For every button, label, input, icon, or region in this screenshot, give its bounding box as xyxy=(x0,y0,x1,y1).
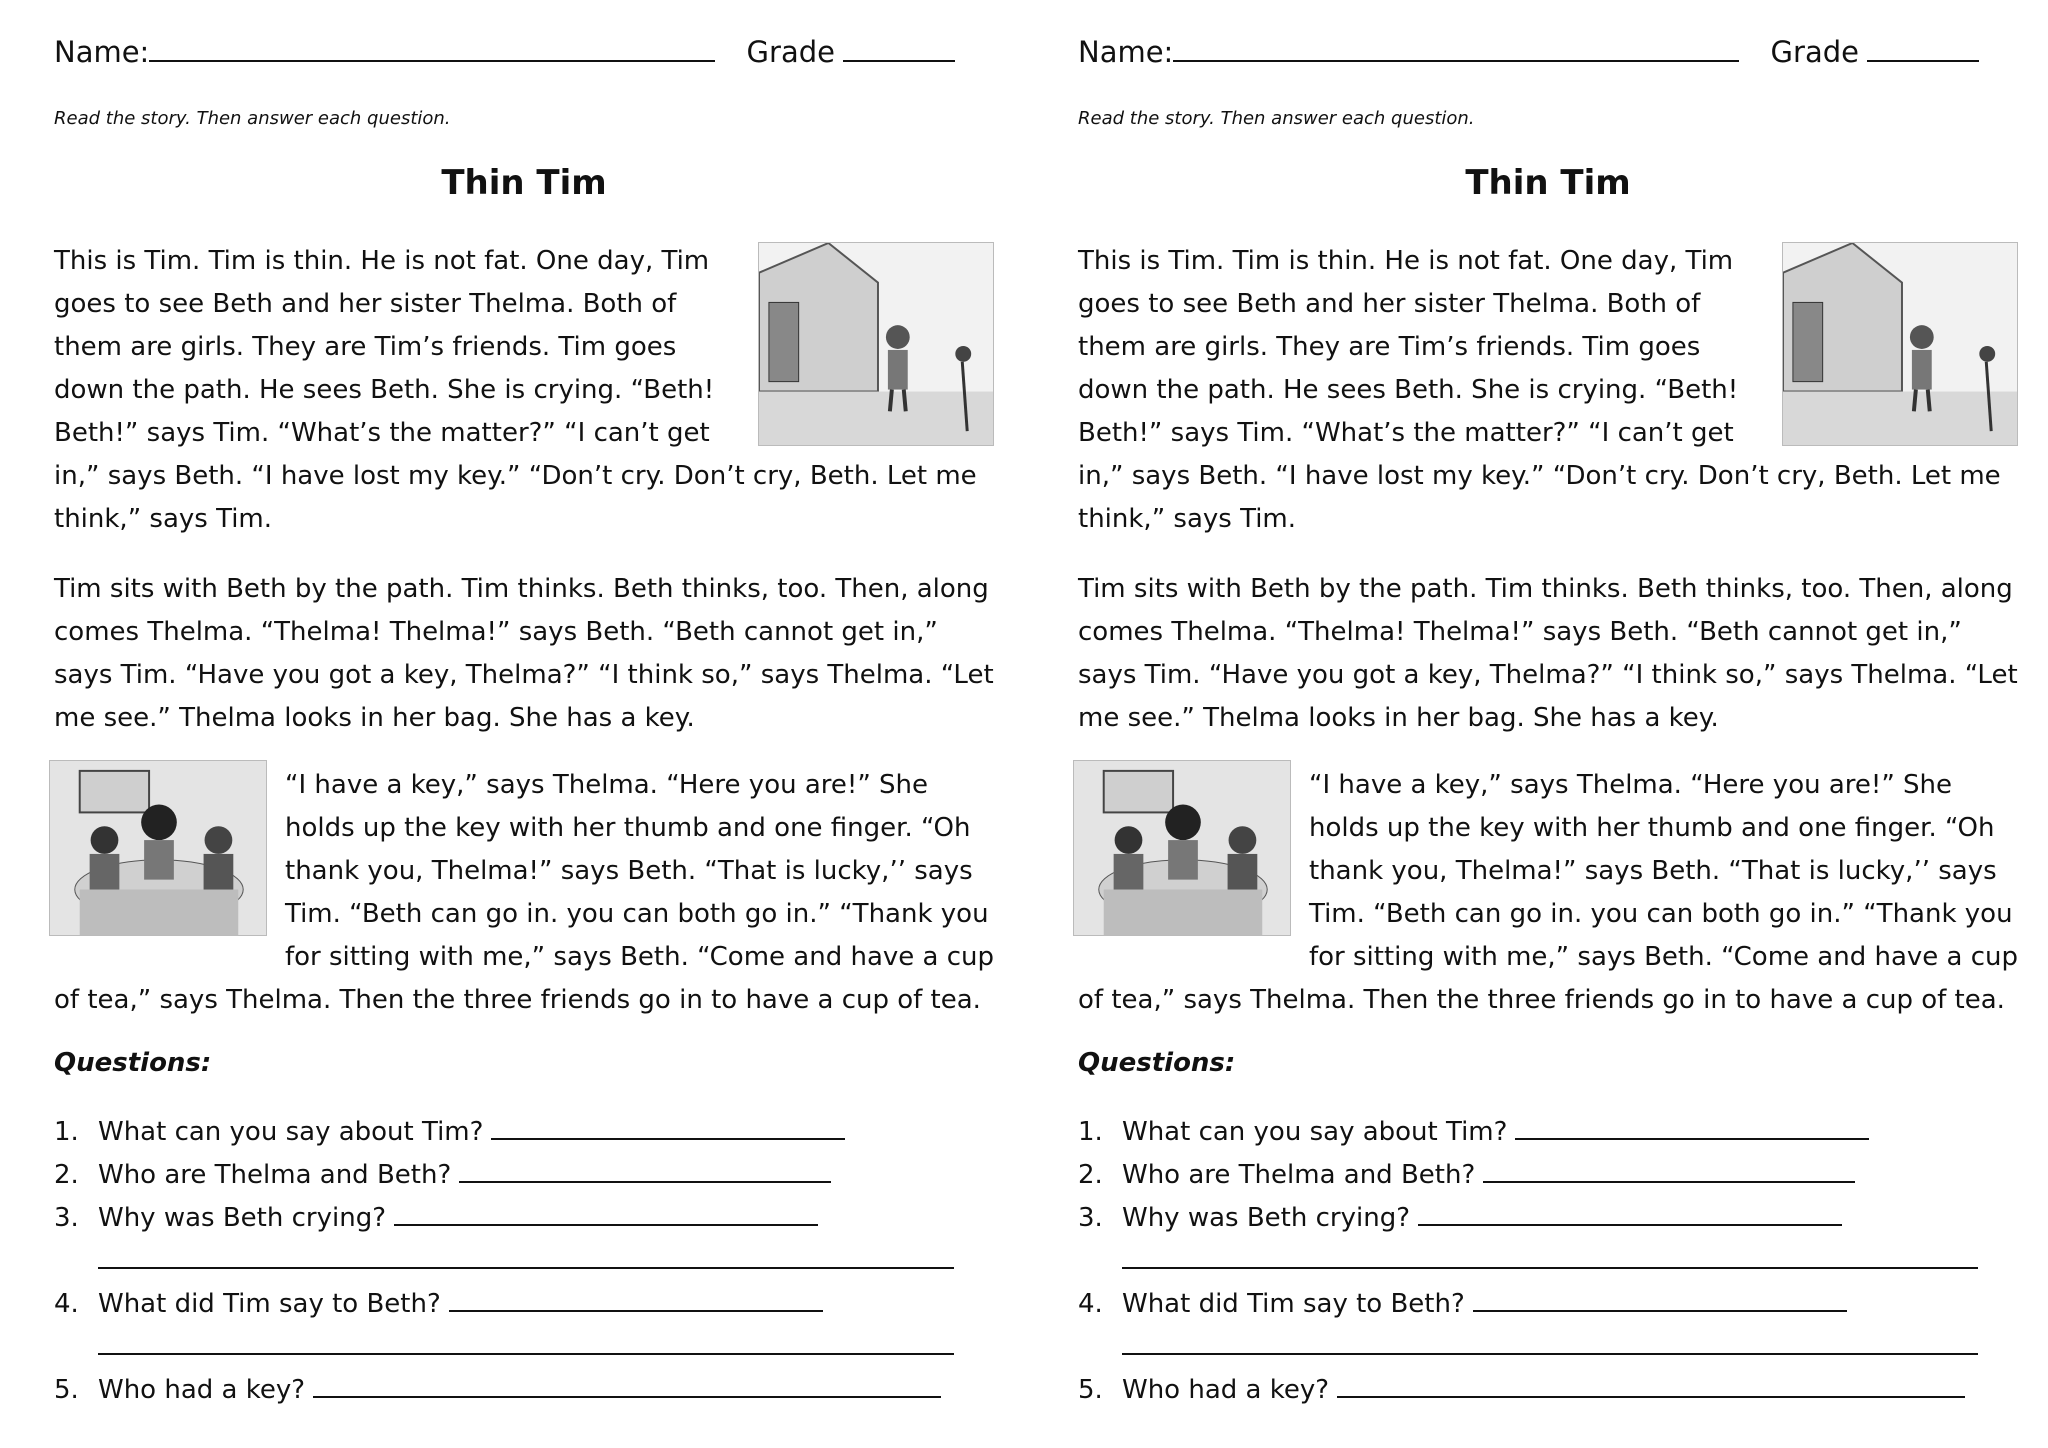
answer-line-4b[interactable] xyxy=(1078,1327,1978,1370)
answer-line-3b[interactable] xyxy=(54,1241,954,1284)
answer-line-5[interactable] xyxy=(1337,1370,1965,1398)
questions-list xyxy=(1078,1112,1978,1413)
name-field[interactable] xyxy=(149,34,715,62)
answer-line-4[interactable] xyxy=(1473,1284,1847,1312)
question-4: 4. What did Tim say to Beth? xyxy=(54,1284,954,1327)
story-text-1: This is Tim. Tim is thin. He is not fat. One day, Tim goes to see Beth and her sister Thelma. Both of them are girls. They are Tim’s friends. Tim goes down the path. He sees Beth. She is crying. “Beth! Beth!” says Tim. “What’s the matter?” “I can’t get in,” says Beth. “I have lost my key.” “Don’t cry. Don’t cry, Beth. Let me think,” says Tim. xyxy=(54,246,977,534)
story-paragraph-3 xyxy=(1078,764,2018,1022)
question-3: 3. Why was Beth crying? xyxy=(1078,1198,1978,1241)
answer-line-3[interactable] xyxy=(1418,1198,1842,1226)
story-text-3: “I have a key,” says Thelma. “Here you are!” She holds up the key with her thumb and one finger. “Oh thank you, Thelma!” says Beth. “That is lucky,’’ says Tim. “Beth can go in. you can both go in.” “Thank you for sitting with me,” says Beth. “Come and have a cup of tea,” says Thelma. Then the three friends go in to have a cup of tea. xyxy=(1078,770,2019,1015)
answer-line-2[interactable] xyxy=(459,1155,831,1183)
story-paragraph-1 xyxy=(1078,240,2018,541)
answer-line-4[interactable] xyxy=(449,1284,823,1312)
answer-line-4b[interactable] xyxy=(54,1327,954,1370)
question-1: 1. What can you say about Tim? xyxy=(1078,1112,1978,1155)
question-1: 1. What can you say about Tim? xyxy=(54,1112,954,1155)
grade-label: Grade xyxy=(746,35,835,69)
story-paragraph-3 xyxy=(54,764,994,1022)
name-label: Name: xyxy=(1078,35,1174,69)
story-title: Thin Tim xyxy=(441,163,607,203)
instruction: Read the story. Then answer each question. xyxy=(1078,108,1475,129)
answer-line-3b[interactable] xyxy=(1078,1241,1978,1284)
name-field[interactable] xyxy=(1173,34,1739,62)
question-4: 4. What did Tim say to Beth? xyxy=(1078,1284,1978,1327)
story-paragraph-2: Tim sits with Beth by the path. Tim thinks. Beth thinks, too. Then, along comes Thelma. “Thelma! Thelma!” says Beth. “Beth cannot get in,” says Tim. “Have you got a key, Thelma?” “I think so,” says Thelma. “Let me see.” Thelma looks in her bag. She has a key. xyxy=(1078,574,2018,733)
question-5: 5. Who had a key? xyxy=(1078,1370,1978,1413)
instruction: Read the story. Then answer each question. xyxy=(54,108,451,129)
header xyxy=(54,34,955,69)
question-3: 3. Why was Beth crying? xyxy=(54,1198,954,1241)
grade-label: Grade xyxy=(1770,35,1859,69)
house-illustration xyxy=(1782,242,2018,446)
header xyxy=(1078,34,1979,69)
story-title: Thin Tim xyxy=(1465,163,1631,203)
worksheet-right xyxy=(1024,0,2048,1448)
name-label: Name: xyxy=(54,35,150,69)
answer-line-5[interactable] xyxy=(313,1370,941,1398)
tea-party-illustration xyxy=(49,760,267,936)
grade-field[interactable] xyxy=(1867,34,1979,62)
house-illustration xyxy=(758,242,994,446)
question-2: 2. Who are Thelma and Beth? xyxy=(1078,1155,1978,1198)
answer-line-3[interactable] xyxy=(394,1198,818,1226)
questions-list xyxy=(54,1112,954,1413)
questions-heading: Questions: xyxy=(1078,1048,1236,1078)
story-text-3: “I have a key,” says Thelma. “Here you are!” She holds up the key with her thumb and one finger. “Oh thank you, Thelma!” says Beth. “That is lucky,’’ says Tim. “Beth can go in. you can both go in.” “Thank you for sitting with me,” says Beth. “Come and have a cup of tea,” says Thelma. Then the three friends go in to have a cup of tea. xyxy=(54,770,995,1015)
story-paragraph-1 xyxy=(54,240,994,541)
story-text-1: This is Tim. Tim is thin. He is not fat. One day, Tim goes to see Beth and her sister Thelma. Both of them are girls. They are Tim’s friends. Tim goes down the path. He sees Beth. She is crying. “Beth! Beth!” says Tim. “What’s the matter?” “I can’t get in,” says Beth. “I have lost my key.” “Don’t cry. Don’t cry, Beth. Let me think,” says Tim. xyxy=(1078,246,2001,534)
question-5: 5. Who had a key? xyxy=(54,1370,954,1413)
answer-line-2[interactable] xyxy=(1483,1155,1855,1183)
answer-line-1[interactable] xyxy=(491,1112,845,1140)
grade-field[interactable] xyxy=(843,34,955,62)
question-2: 2. Who are Thelma and Beth? xyxy=(54,1155,954,1198)
questions-heading: Questions: xyxy=(54,1048,212,1078)
story-paragraph-2: Tim sits with Beth by the path. Tim thinks. Beth thinks, too. Then, along comes Thelma. “Thelma! Thelma!” says Beth. “Beth cannot get in,” says Tim. “Have you got a key, Thelma?” “I think so,” says Thelma. “Let me see.” Thelma looks in her bag. She has a key. xyxy=(54,574,994,733)
tea-party-illustration xyxy=(1073,760,1291,936)
answer-line-1[interactable] xyxy=(1515,1112,1869,1140)
